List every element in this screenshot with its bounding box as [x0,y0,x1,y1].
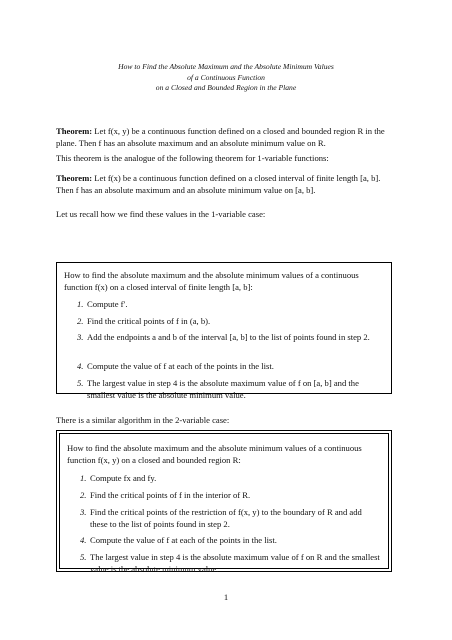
step-number: 4. [80,535,87,545]
theorem-1 [56,125,394,149]
step-number: 4. [77,361,84,371]
two-variable-algorithm-box [56,430,392,572]
step-number: 1. [80,473,87,483]
recall-paragraph: Let us recall how we find these values in the 1-variable case: [56,209,266,219]
step-number: 1. [77,299,84,309]
step-text: Compute the value of f at each of the points in the list. [87,361,274,371]
step-number: 3. [77,332,84,342]
box1-step-1 [77,298,377,310]
step-number: 3. [80,507,87,517]
box1-step-2 [77,315,377,327]
box2-step-2 [80,489,380,501]
theorem-2-text: Let f(x) be a continuous function defined on a closed interval of finite length [a, b]. Then f has an absolute maximum and an absolute minimum value on [a, b]. [56,173,381,196]
title-line-1: How to Find the Absolute Maximum and the Absolute Minimum Values [118,62,334,71]
step-number: 5. [80,552,87,562]
step-number: 5. [77,378,84,388]
theorem-1-text: Let f(x, y) be a continuous function defined on a closed and bounded region R in the plane. Then f has an absolute maximum and an absolute minimum value on R. [56,126,385,149]
box1-step-5 [77,377,377,401]
step-text: Find the critical points of the restriction of f(x, y) to the boundary of R and add these to the list of points found in step 2. [90,507,362,529]
box1-step-4 [77,360,377,372]
step-text: Add the endpoints a and b of the interval [a, b] to the list of points found in step 2. [87,332,370,342]
step-text: The largest value in step 4 is the absolute maximum value of f on R and the smallest value is the absolute minimum value. [90,552,380,574]
theorem-1-label: Theorem: [56,126,93,136]
one-variable-algorithm-box [56,262,392,400]
title-line-2: of a Continuous Function [187,72,265,82]
box1-intro: How to find the absolute maximum and the absolute minimum values of a continuous function f(x) on a closed interval of finite length [a, b]: [64,270,359,292]
theorem-2-label: Theorem: [56,173,93,183]
box2-step-5 [80,551,380,575]
step-text: Find the critical points of f in the interior of R. [90,490,251,500]
box1-step-3 [77,331,377,343]
step-text: Compute fx and fy. [90,473,157,483]
box2-step-4 [80,534,380,546]
analogue-paragraph: This theorem is the analogue of the following theorem for 1-variable functions: [56,153,329,163]
theorem-2 [56,172,394,196]
box2-inner-border [59,433,389,574]
box2-step-1 [80,472,380,484]
step-text: Compute f′. [87,299,128,309]
document-title [0,62,452,94]
box2-intro: How to find the absolute maximum and the absolute minimum values of a continuous function f(x, y) on a closed and bounded region R: [67,443,362,465]
box2-step-3 [80,506,380,530]
step-text: Compute the value of f at each of the points in the list. [90,535,277,545]
step-number: 2. [77,316,84,326]
step-number: 2. [80,490,87,500]
page-number: 1 [223,592,229,602]
step-text: The largest value in step 4 is the absolute maximum value of f on [a, b] and the smallest value is the absolute minimum value. [87,378,359,400]
similar-paragraph: There is a similar algorithm in the 2-variable case: [56,415,230,425]
title-line-3: on a Closed and Bounded Region in the Plane [155,83,297,92]
step-text: Find the critical points of f in (a, b). [87,316,211,326]
